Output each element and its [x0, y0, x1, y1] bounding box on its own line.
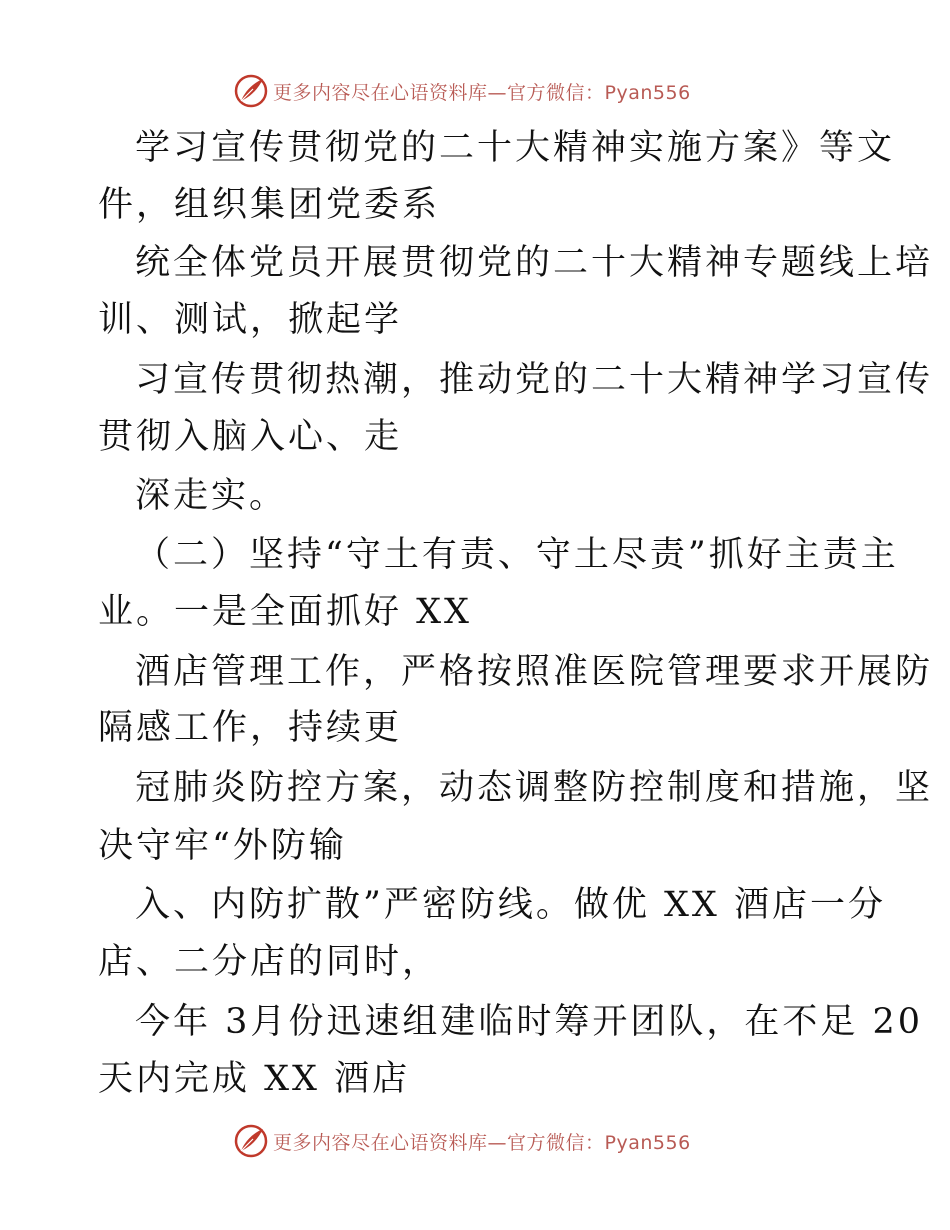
body-line: 件，组织集团党委系: [98, 185, 441, 225]
watermark-text: 更多内容尽在心语资料库—官方微信：Pyan556: [273, 1131, 691, 1154]
body-line: 隔感工作，持续更: [98, 708, 403, 748]
body-line: 入、内防扩散”严密防线。做优 XX 酒店一分: [135, 885, 886, 925]
body-line: 训、测试，掀起学: [98, 300, 403, 340]
body-line: 天内完成 XX 酒店: [98, 1059, 411, 1099]
body-line: 店、二分店的同时，: [98, 942, 441, 982]
feather-logo-icon: [233, 1123, 269, 1159]
footer-watermark: [233, 1121, 691, 1161]
body-line: 酒店管理工作，严格按照准医院管理要求开展防: [135, 652, 934, 692]
body-line: （二）坚持“守土有责、守土尽责”抓好主责主: [135, 535, 899, 575]
body-line: 学习宣传贯彻党的二十大精神实施方案》等文: [135, 128, 896, 168]
body-line: 深走实。: [135, 476, 288, 516]
body-line: 今年 3月份迅速组建临时筹开团队，在不足 20: [135, 1002, 924, 1042]
body-line: 贯彻入脑入心、走: [98, 417, 403, 457]
body-line: 统全体党员开展贯彻党的二十大精神专题线上培: [135, 243, 934, 283]
body-line: 习宣传贯彻热潮，推动党的二十大精神学习宣传: [135, 360, 934, 400]
body-line: 决守牢“外防输: [98, 826, 347, 866]
body-line: 业。一是全面抓好 XX: [98, 592, 472, 632]
body-line: 冠肺炎防控方案，动态调整防控制度和措施，坚: [135, 768, 934, 808]
watermark-text: 更多内容尽在心语资料库—官方微信：Pyan556: [273, 81, 691, 104]
